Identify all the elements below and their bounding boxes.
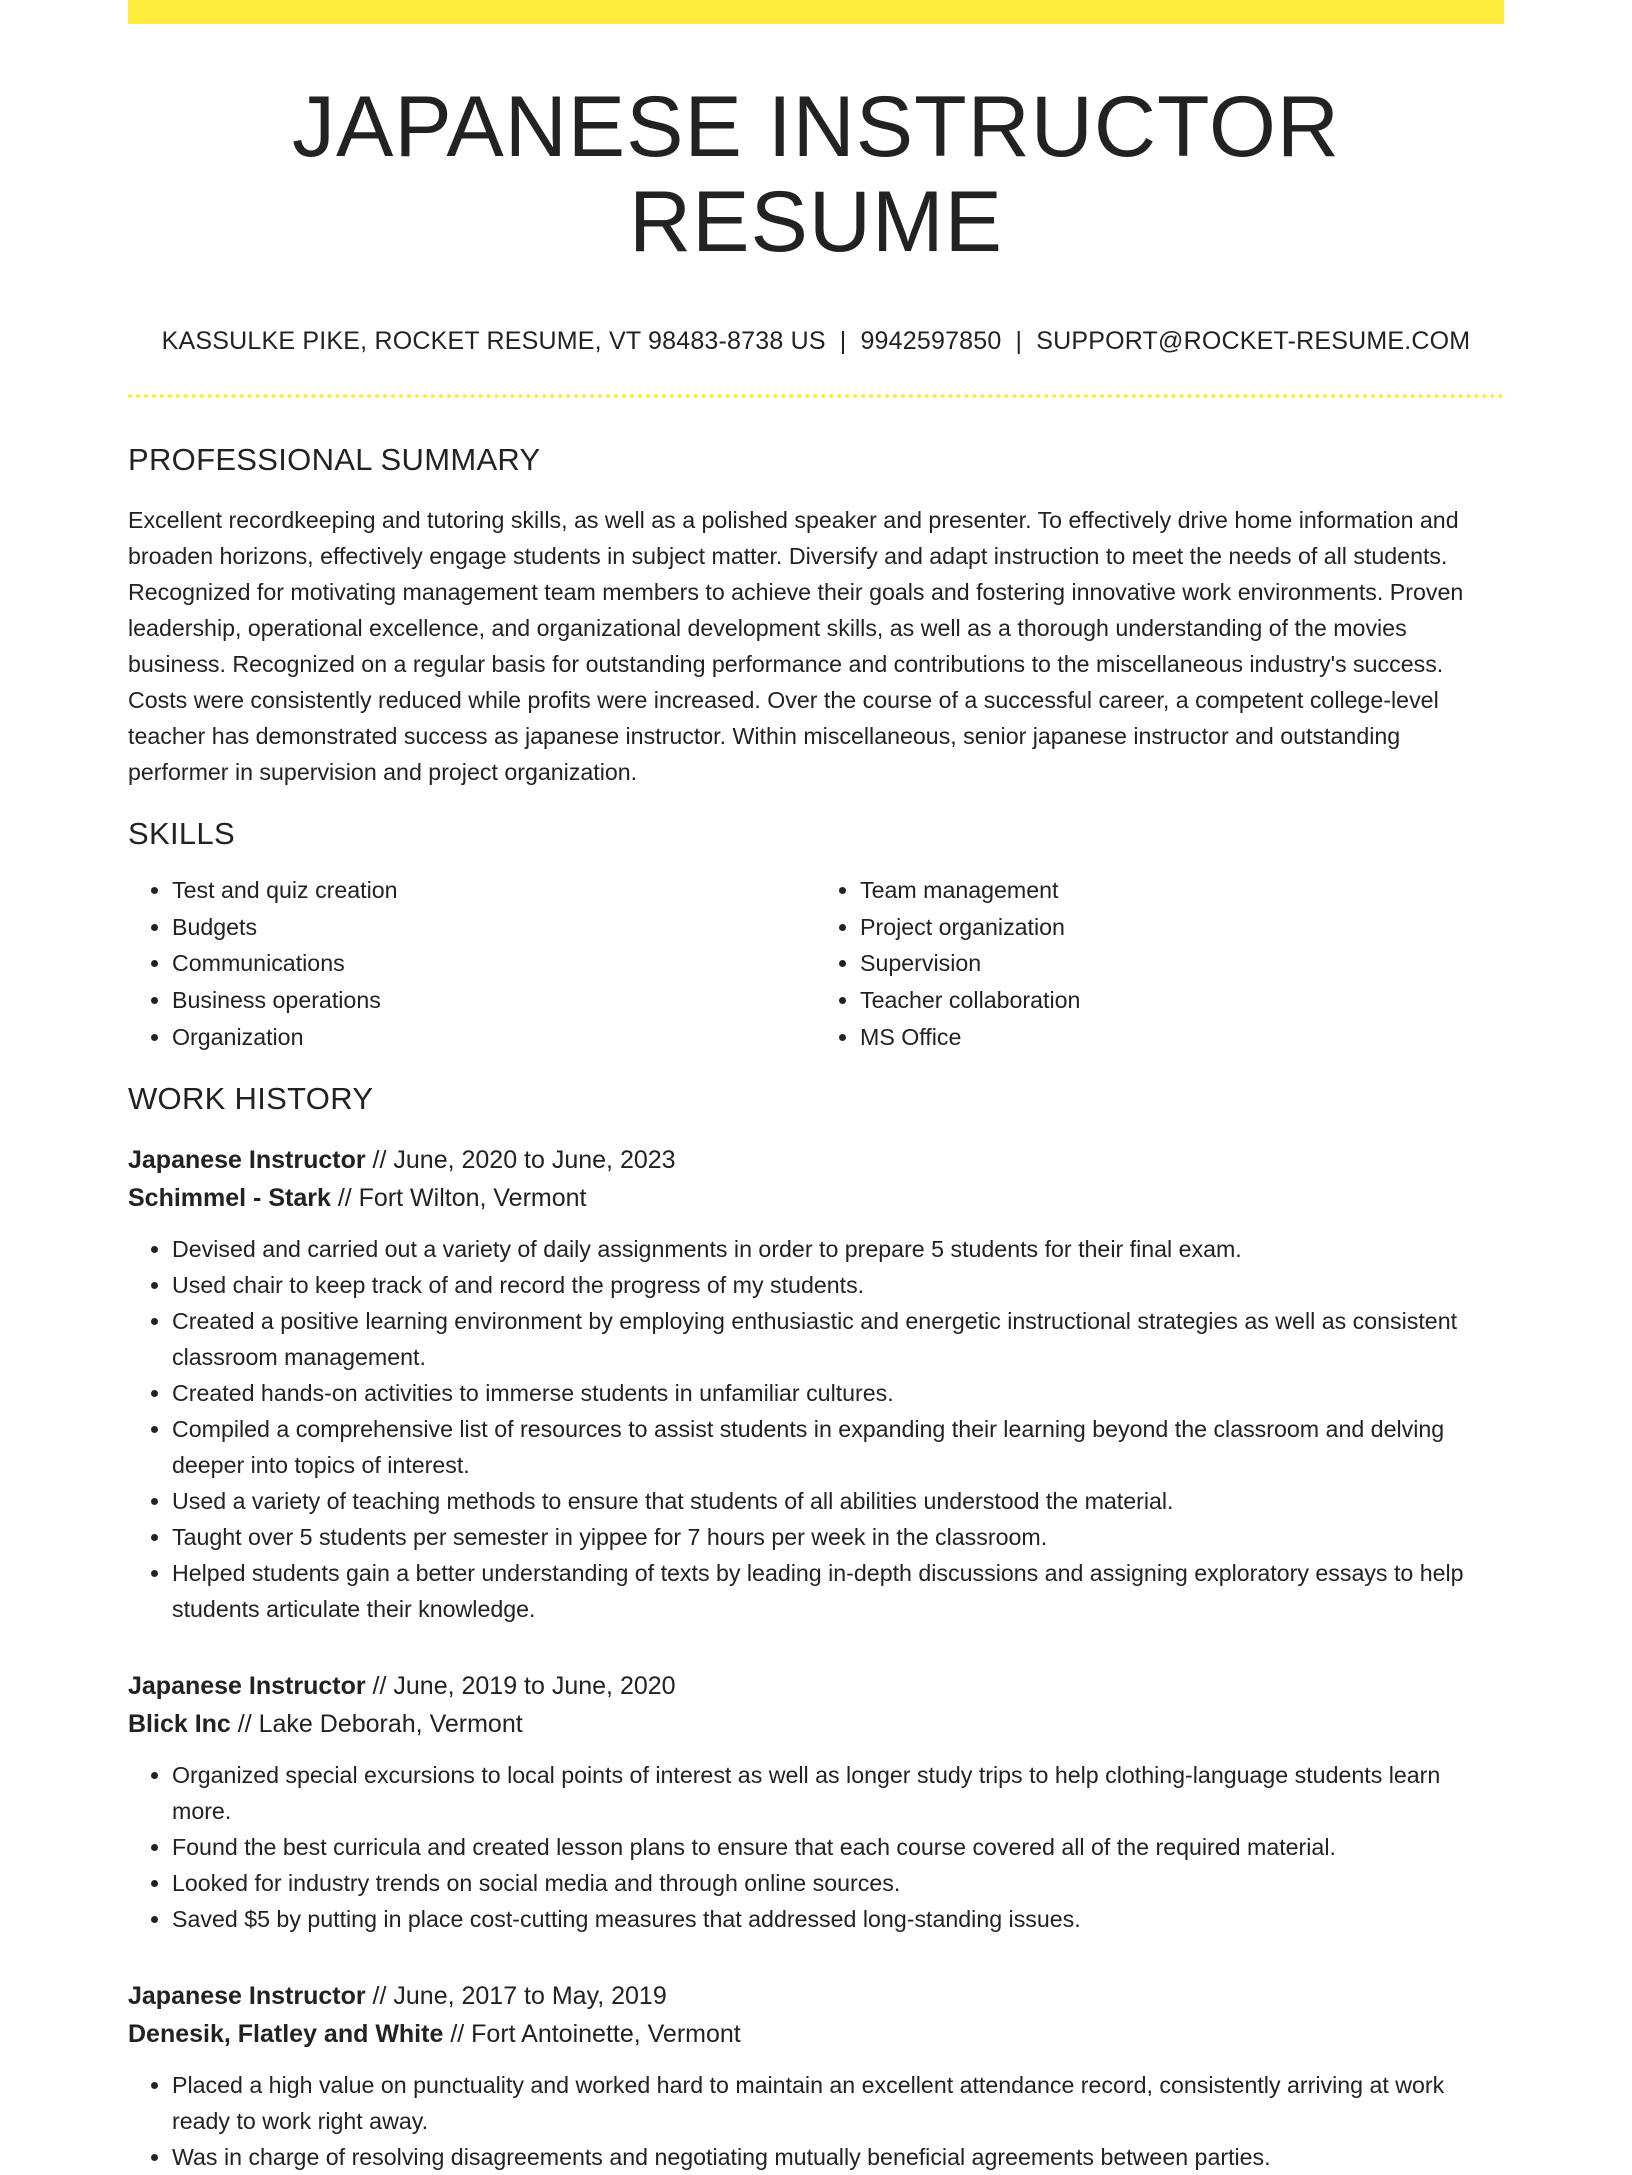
job-title: Japanese Instructor (128, 1672, 366, 1701)
skills-list-right (816, 872, 1504, 1055)
job-bullet: • Devised and carried out a variety of daily assignments in order to prepare 5 students for their final exam. (172, 1231, 1504, 1267)
job-bullet: • Found the best curricula and created lesson plans to ensure that each course covered all of the required material. (172, 1829, 1504, 1865)
job-company: Denesik, Flatley and White (128, 2020, 444, 2049)
skill-item: • MS Office (860, 1019, 1504, 1056)
job-title-line (128, 1977, 1504, 2015)
job-company-line (128, 1705, 1504, 1743)
job-location: // Fort Wilton, Vermont (337, 1184, 587, 1213)
contact-line (128, 327, 1504, 356)
accent-top-bar (128, 0, 1504, 24)
skill-item: • Communications (172, 945, 816, 982)
job-bullet: • Created a positive learning environment by employing enthusiastic and energetic instructional strategies as well as consistent classroom management. (172, 1303, 1504, 1375)
job-bullet: • Looked for industry trends on social media and through online sources. (172, 1865, 1504, 1901)
resume-title: JAPANESE INSTRUCTOR RESUME (292, 79, 1340, 270)
skill-item: • Teacher collaboration (860, 982, 1504, 1019)
summary-text: Excellent recordkeeping and tutoring skills, as well as a polished speaker and presenter. To effectively drive home information and broaden horizons, effectively engage students in subject matter. Diversify and adapt instruction to meet the needs of all students. Recognized for motivating management team members to achieve their goals and fostering innovative work environments. Proven leadership, operational excellence, and organizational development skills, as well as a thorough understanding of the movies business. Recognized on a regular basis for outstanding performance and contributions to the miscellaneous industry's success. Costs were consistently reduced while profits were increased. Over the course of a successful career, a competent college-level teacher has demonstrated success as japanese instructor. Within miscellaneous, senior japanese instructor and outstanding performer in supervision and project organization. (128, 507, 1464, 786)
job-company: Schimmel - Stark (128, 1184, 331, 1213)
job-dates: // June, 2017 to May, 2019 (372, 1982, 667, 2011)
job-title-line (128, 1141, 1504, 1179)
skills-heading: SKILLS (128, 816, 235, 852)
job-dates: // June, 2020 to June, 2023 (372, 1146, 676, 1175)
job-entry (128, 1141, 1504, 1627)
skill-item: • Test and quiz creation (172, 872, 816, 909)
resume-page (128, 0, 1504, 2175)
summary-heading: PROFESSIONAL SUMMARY (128, 442, 541, 478)
job-bullet: • Was in charge of resolving disagreements and negotiating mutually beneficial agreements between parties. (172, 2139, 1504, 2175)
job-entry (128, 1667, 1504, 1937)
skills-grid (128, 872, 1504, 1055)
job-title: Japanese Instructor (128, 1146, 366, 1175)
job-bullet: • Used chair to keep track of and record the progress of my students. (172, 1267, 1504, 1303)
job-bullet: • Used a variety of teaching methods to ensure that students of all abilities understood the material. (172, 1483, 1504, 1519)
job-bullets (128, 2067, 1504, 2175)
contact-email: SUPPORT@ROCKET-RESUME.COM (1036, 327, 1471, 356)
job-bullet: • Taught over 5 students per semester in yippee for 7 hours per week in the classroom. (172, 1519, 1504, 1555)
job-title-line (128, 1667, 1504, 1705)
job-bullet: • Placed a high value on punctuality and worked hard to maintain an excellent attendance record, consistently arriving at work ready to work right away. (172, 2067, 1504, 2139)
work-history-heading: WORK HISTORY (128, 1081, 374, 1117)
job-company-line (128, 1179, 1504, 1217)
job-bullet: • Saved $5 by putting in place cost-cutting measures that addressed long-standing issues. (172, 1901, 1504, 1937)
job-bullet: • Compiled a comprehensive list of resources to assist students in expanding their learning beyond the classroom and delving deeper into topics of interest. (172, 1411, 1504, 1483)
contact-phone: 9942597850 (860, 327, 1002, 356)
job-bullets (128, 1757, 1504, 1937)
skill-item: • Team management (860, 872, 1504, 909)
contact-address: KASSULKE PIKE, ROCKET RESUME, VT 98483-8738 US (161, 327, 826, 356)
skill-item: • Budgets (172, 909, 816, 946)
dotted-divider (128, 394, 1504, 398)
skill-item: • Supervision (860, 945, 1504, 982)
job-company: Blick Inc (128, 1710, 231, 1739)
contact-separator: | (1015, 327, 1023, 356)
skill-item: • Project organization (860, 909, 1504, 946)
skill-item: • Organization (172, 1019, 816, 1056)
job-location: // Lake Deborah, Vermont (237, 1710, 523, 1739)
job-bullet: • Organized special excursions to local points of interest as well as longer study trips to help clothing-language students learn more. (172, 1757, 1504, 1829)
job-bullets (128, 1231, 1504, 1627)
skills-list-left (128, 872, 816, 1055)
job-dates: // June, 2019 to June, 2020 (372, 1672, 676, 1701)
job-bullet: • Created hands-on activities to immerse students in unfamiliar cultures. (172, 1375, 1504, 1411)
skill-item: • Business operations (172, 982, 816, 1019)
job-location: // Fort Antoinette, Vermont (450, 2020, 741, 2049)
job-entry (128, 1977, 1504, 2175)
contact-separator: | (839, 327, 847, 356)
job-bullet: • Helped students gain a better understanding of texts by leading in-depth discussions and assigning exploratory essays to help students articulate their knowledge. (172, 1555, 1504, 1627)
job-company-line (128, 2015, 1504, 2053)
job-title: Japanese Instructor (128, 1982, 366, 2011)
